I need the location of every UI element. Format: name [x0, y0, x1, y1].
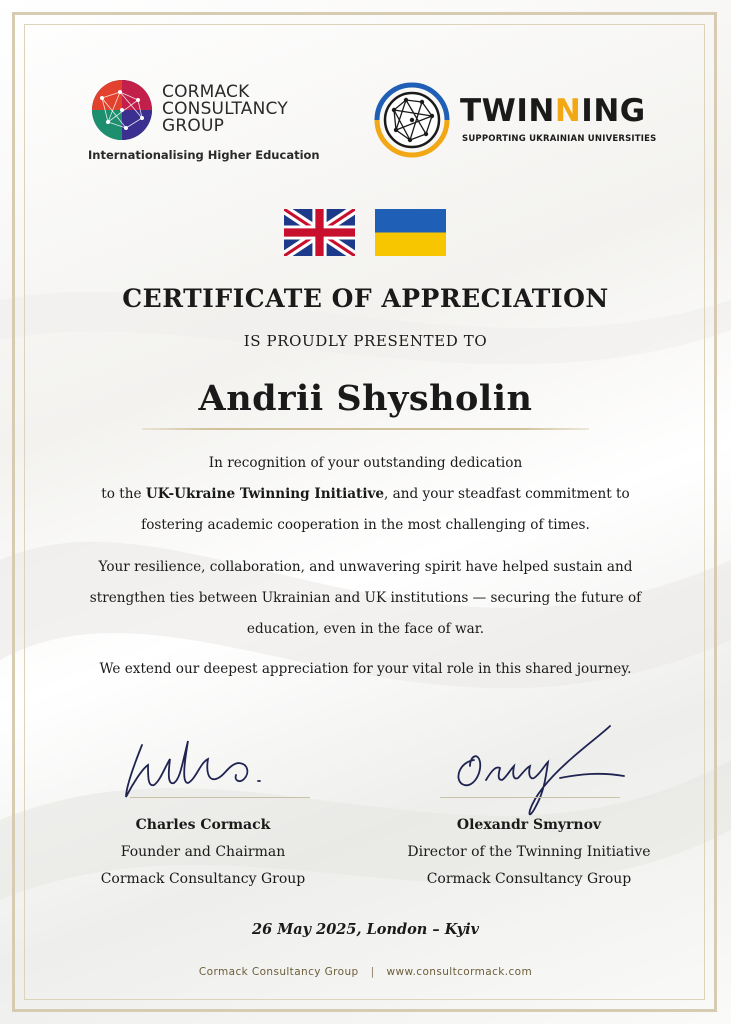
- signatory-left-org: Cormack Consultancy Group: [100, 871, 306, 887]
- uk-flag-icon: [284, 209, 355, 256]
- twinning-globe-icon: [374, 82, 450, 158]
- ukraine-flag-icon: [375, 209, 446, 256]
- cormack-tagline: Internationalising Higher Education: [88, 148, 320, 162]
- signatory-right: [392, 812, 666, 893]
- signature-line-right: [440, 797, 620, 798]
- cormack-name-line3: GROUP: [162, 116, 225, 136]
- footer-org: Cormack Consultancy Group: [198, 966, 359, 978]
- signatory-right-name: Olexandr Smyrnov: [456, 817, 602, 833]
- recognition-line2-pre: to the: [101, 486, 146, 502]
- date-place: 26 May 2025, London – Kyiv: [251, 921, 479, 938]
- recipient-name: Andrii Shysholin: [198, 378, 533, 419]
- signature-charles-cormack: [112, 725, 302, 805]
- cormack-wordmark: [162, 84, 288, 135]
- recognition-line1: In recognition of your outstanding dedication: [208, 455, 523, 471]
- twinning-logo: [374, 82, 657, 162]
- twinning-word-part2: N: [554, 93, 582, 129]
- globe-network-icon: [90, 78, 154, 142]
- signature-line-left: [130, 797, 310, 798]
- signatory-right-role: Director of the Twinning Initiative: [407, 844, 651, 860]
- recognition-line3: fostering academic cooperation in the most challenging of times.: [141, 517, 590, 533]
- resilience-line3: education, even in the face of war.: [246, 621, 485, 637]
- certificate-title: CERTIFICATE OF APPRECIATION: [122, 284, 609, 313]
- signatory-left: [70, 812, 336, 893]
- twinning-word-part3: ING: [581, 93, 646, 129]
- twinning-tagline: SUPPORTING UKRAINIAN UNIVERSITIES: [462, 134, 657, 144]
- recognition-paragraph: [40, 448, 691, 541]
- signatory-right-org: Cormack Consultancy Group: [426, 871, 632, 887]
- resilience-line2: strengthen ties between Ukrainian and UK institutions — securing the future of: [89, 590, 642, 606]
- cormack-logo: [88, 78, 318, 168]
- recipient-underline: [142, 428, 589, 430]
- footer-url[interactable]: www.consultcormack.com: [386, 966, 533, 978]
- certificate-subtitle: IS PROUDLY PRESENTED TO: [243, 332, 488, 350]
- recognition-line2-post: , and your steadfast commitment to: [384, 486, 630, 502]
- footer-separator: |: [370, 966, 375, 978]
- resilience-paragraph: [40, 552, 691, 645]
- recognition-line2: [40, 479, 691, 510]
- signatory-left-role: Founder and Chairman: [120, 844, 286, 860]
- footer: [40, 966, 691, 978]
- initiative-name: UK-Ukraine Twinning Initiative: [145, 486, 385, 502]
- twinning-wordmark: [460, 94, 646, 128]
- twinning-word-part1: TWIN: [460, 93, 555, 129]
- signatory-left-name: Charles Cormack: [135, 817, 271, 833]
- cormack-name-line2: CONSULTANCY: [162, 99, 288, 119]
- cormack-name-line1: CORMACK: [162, 82, 250, 102]
- resilience-line1: Your resilience, collaboration, and unwavering spirit have helped sustain and: [98, 559, 633, 575]
- appreciation-paragraph: We extend our deepest appreciation for your vital role in this shared journey.: [99, 661, 632, 677]
